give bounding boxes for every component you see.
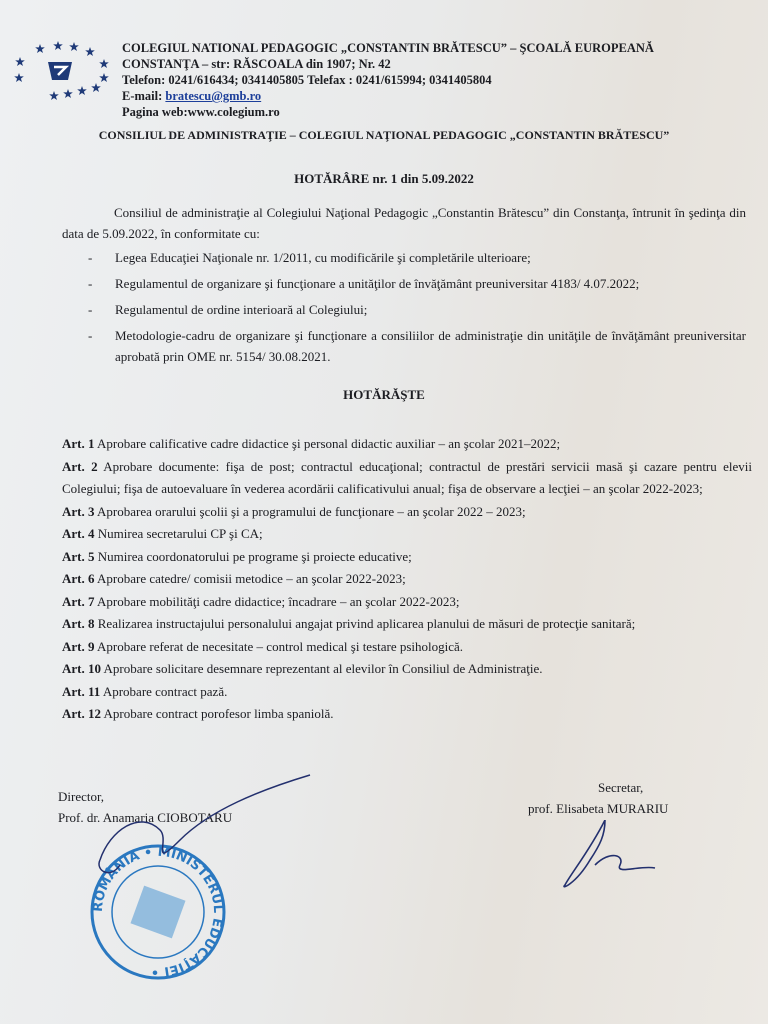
article-item xyxy=(62,568,752,591)
article-number: Art. 12 xyxy=(62,706,101,721)
school-name: COLEGIUL NATIONAL PEDAGOGIC „CONSTANTIN BRĂTESCU” – ŞCOALĂ EUROPEANĂ xyxy=(122,41,654,55)
article-item xyxy=(62,636,752,659)
article-number: Art. 6 xyxy=(62,571,95,586)
article-item xyxy=(62,658,752,681)
intro-paragraph: Consiliul de administraţie al Colegiului Naţional Pedagogic „Constantin Brătescu” din Constanţa, întrunit în şedinţa din data de 5.09.2022, în conformitate cu: xyxy=(62,205,746,241)
article-text: Aprobare referat de necesitate – control medical şi testare psihologică. xyxy=(97,638,464,654)
article-number: Art. 10 xyxy=(62,661,101,676)
article-text: Numirea secretarului CP şi CA; xyxy=(97,526,263,541)
articles-list xyxy=(62,433,752,726)
article-item xyxy=(62,591,752,614)
list-item: - Regulamentul de ordine interioară al Colegiului; xyxy=(88,299,746,320)
decision-heading: HOTĂRĂŞTE xyxy=(343,387,425,402)
list-item: - Legea Educaţiei Naţionale nr. 1/2011, cu modificările şi completările ulterioare; xyxy=(88,247,746,268)
article-number: Art. 1 xyxy=(62,436,95,451)
article-item xyxy=(62,613,752,636)
article-item xyxy=(62,523,752,546)
list-item: - Metodologie-cadru de organizare şi funcţionare a consiliilor de administraţie din unităţile de învăţământ preuniversitar aprobată prin OME nr. 5154/ 30.08.2021. xyxy=(88,325,746,367)
director-signature-icon xyxy=(90,770,320,900)
letterhead xyxy=(122,40,654,120)
email-link[interactable]: bratescu@gmb.ro xyxy=(165,89,262,103)
article-number: Art. 3 xyxy=(62,503,95,519)
article-number: Art. 11 xyxy=(62,683,101,699)
article-number: Art. 8 xyxy=(62,616,95,631)
school-logo xyxy=(12,40,112,102)
article-item xyxy=(62,456,752,501)
article-number: Art. 5 xyxy=(62,548,95,564)
article-text: Aprobare solicitare desemnare reprezentant al elevilor în Consiliul de Administraţie. xyxy=(103,661,543,676)
council-heading: CONSILIUL DE ADMINISTRAŢIE – COLEGIUL NAŢIONAL PEDAGOGIC „CONSTANTIN BRĂTESCU” xyxy=(98,128,670,142)
article-item xyxy=(62,433,752,456)
secretary-signature-block xyxy=(528,777,728,819)
legal-basis-list xyxy=(88,247,746,372)
secretary-name: prof. Elisabeta MURARIU xyxy=(528,801,669,816)
article-item xyxy=(62,703,752,726)
article-item xyxy=(62,681,752,704)
school-website: Pagina web:www.colegium.ro xyxy=(122,105,280,119)
article-text: Aprobare documente: fişa de post; contractul educaţional; contractul de prestări servicii masă şi cazare pentru elevii Colegiului; fişa de autoevaluare în vederea acordării calificativului anual; fişa de observare a lecţiei – an şcolar 2022-2023; xyxy=(62,458,752,496)
article-item xyxy=(62,546,752,569)
article-text: Aprobare catedre/ comisii metodice – an şcolar 2022-2023; xyxy=(97,571,406,586)
document-title: HOTĂRÂRE nr. 1 din 5.09.2022 xyxy=(294,171,474,186)
article-text: Realizarea instructajului personalului angajat privind aplicarea planului de măsuri de protecţie sanitară; xyxy=(97,616,636,631)
article-number: Art. 9 xyxy=(62,638,95,654)
svg-text:ROMÂNIA • MINISTERUL EDUCAŢIEI: ROMÂNIA • MINISTERUL EDUCAŢIEI • xyxy=(90,844,226,980)
article-text: Aprobare calificative cadre didactice şi personal didactic auxiliar – an şcolar 2021–2022; xyxy=(97,436,561,451)
article-number: Art. 4 xyxy=(62,526,95,541)
article-item xyxy=(62,501,752,524)
article-number: Art. 2 xyxy=(62,458,98,474)
school-phone: Telefon: 0241/616434; 0341405805 Telefax : 0241/615994; 0341405804 xyxy=(122,73,492,87)
article-text: Aprobare contract pază. xyxy=(102,683,228,699)
article-text: Aprobare contract porofesor limba spaniolă. xyxy=(103,706,334,721)
article-text: Aprobarea orarului şcolii şi a programului de funcţionare – an şcolar 2022 – 2023; xyxy=(97,503,526,519)
secretary-signature-icon xyxy=(560,820,670,890)
director-role: Director, xyxy=(58,789,105,804)
secretary-role: Secretar, xyxy=(598,780,644,795)
director-name: Prof. dr. Anamaria CIOBOTARU xyxy=(58,810,233,825)
article-text: Numirea coordonatorului pe programe şi proiecte educative; xyxy=(97,548,412,564)
article-number: Art. 7 xyxy=(62,593,95,609)
article-text: Aprobare mobilităţi cadre didactice; încadrare – an şcolar 2022-2023; xyxy=(97,593,460,609)
school-address: CONSTANŢA – str: RĂSCOALA din 1907; Nr. 42 xyxy=(122,57,391,71)
list-item: - Regulamentul de organizare şi funcţionare a unităţilor de învăţământ preuniversitar 4183/ 4.07.2022; xyxy=(88,273,746,294)
school-email: E-mail: bratescu@gmb.ro xyxy=(122,89,262,103)
